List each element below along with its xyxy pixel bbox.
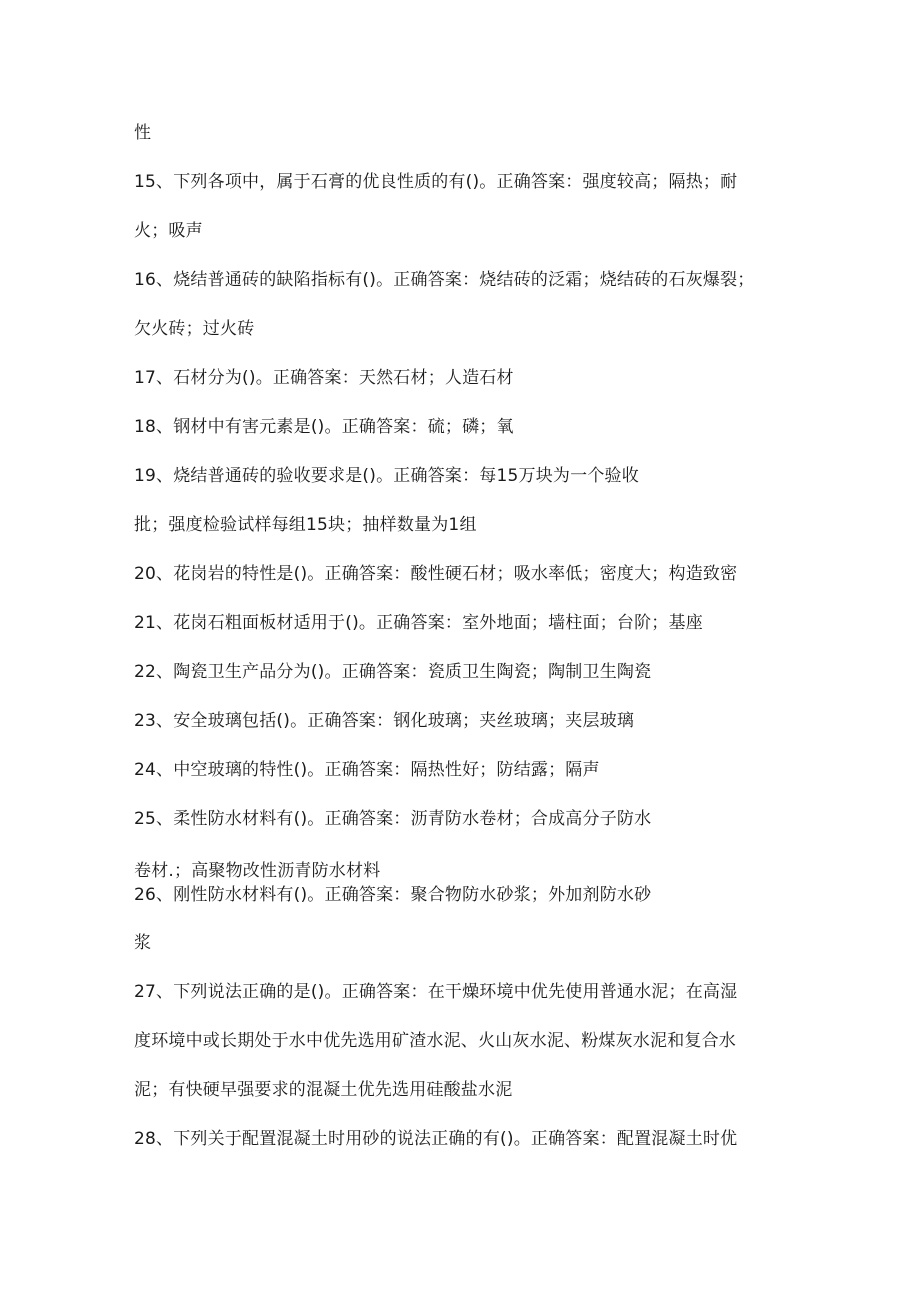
text-line: 批；强度检验试样每组15块；抽样数量为1组 bbox=[134, 515, 477, 535]
text-line: 泥；有快硬早强要求的混凝土优先选用硅酸盐水泥 bbox=[134, 1080, 513, 1100]
text-line: 21、花岗石粗面板材适用于()。正确答案：室外地面；墙柱面；台阶；基座 bbox=[134, 613, 703, 633]
text-line: 23、安全玻璃包括()。正确答案：钢化玻璃；夹丝玻璃；夹层玻璃 bbox=[134, 711, 635, 731]
text-line: 25、柔性防水材料有()。正确答案：沥青防水卷材；合成高分子防水 bbox=[134, 809, 652, 829]
text-line: 17、石材分为()。正确答案：天然石材；人造石材 bbox=[134, 368, 514, 388]
text-line: 浆 bbox=[134, 933, 152, 953]
text-line: 20、花岗岩的特性是()。正确答案：酸性硬石材；吸水率低；密度大；构造致密 bbox=[134, 564, 738, 584]
text-line: 26、刚性防水材料有()。正确答案：聚合物防水砂浆；外加剂防水砂 bbox=[134, 885, 652, 905]
text-line: 15、下列各项中，属于石膏的优良性质的有()。正确答案：强度较高；隔热；耐 bbox=[134, 172, 738, 192]
text-line: 性 bbox=[134, 123, 152, 143]
text-line: 卷材.；高聚物改性沥青防水材料 bbox=[134, 861, 381, 881]
text-line: 火；吸声 bbox=[134, 221, 203, 241]
text-line: 27、下列说法正确的是()。正确答案：在干燥环境中优先使用普通水泥；在高湿 bbox=[134, 982, 738, 1002]
text-line: 18、钢材中有害元素是()。正确答案：硫；磷；氧 bbox=[134, 417, 514, 437]
text-line: 19、烧结普通砖的验收要求是()。正确答案：每15万块为一个验收 bbox=[134, 466, 639, 486]
text-line: 16、烧结普通砖的缺陷指标有()。正确答案：烧结砖的泛霜；烧结砖的石灰爆裂； bbox=[134, 270, 755, 290]
text-line: 22、陶瓷卫生产品分为()。正确答案：瓷质卫生陶瓷；陶制卫生陶瓷 bbox=[134, 662, 652, 682]
text-line: 度环境中或长期处于水中优先选用矿渣水泥、火山灰水泥、粉煤灰水泥和复合水 bbox=[134, 1031, 736, 1051]
text-line: 28、下列关于配置混凝土时用砂的说法正确的有()。正确答案：配置混凝土时优 bbox=[134, 1129, 738, 1149]
text-line: 欠火砖；过火砖 bbox=[134, 319, 255, 339]
text-line: 24、中空玻璃的特性()。正确答案：隔热性好；防结露；隔声 bbox=[134, 760, 600, 780]
